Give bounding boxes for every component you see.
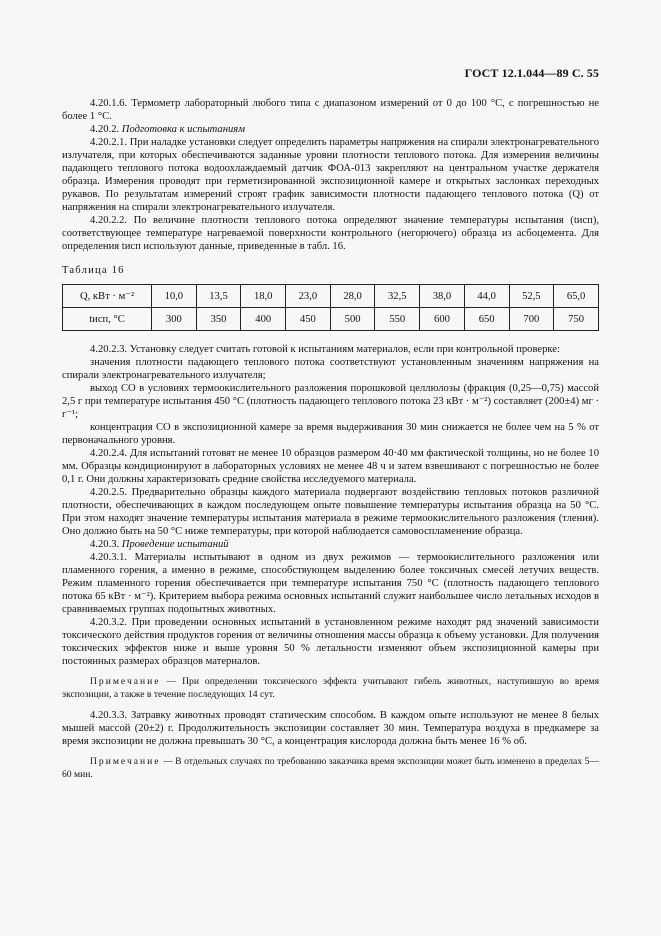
table-row-q xyxy=(63,285,599,308)
section-number: 4.20.3. xyxy=(90,539,120,550)
page-header: ГОСТ 12.1.044—89 С. 55 xyxy=(464,66,599,80)
table-cell: 32,5 xyxy=(375,285,420,308)
paragraph-condition-2: выход СО в условиях термоокислительного разложения порошковой целлюлозы (фракция (0,25—0,75) массой 2,5 г при температуре испытания 450 °С (плотность падающего теплового потока 23 кВт · м⁻²) составляет (200±4) мг · г⁻¹; xyxy=(62,383,599,420)
table-cell: 13,5 xyxy=(196,285,241,308)
note-1 xyxy=(62,676,599,701)
paragraph-4-20-2-3: 4.20.2.3. Установку следует считать готовой к испытаниям материалов, если при контрольной проверке: xyxy=(90,344,560,355)
table-cell: 550 xyxy=(375,308,420,331)
table-cell: 10,0 xyxy=(152,285,197,308)
table-cell: 400 xyxy=(241,308,286,331)
table-row-label: Q, кВт · м⁻² xyxy=(63,285,152,308)
table-row-t xyxy=(63,308,599,331)
table-cell: 450 xyxy=(286,308,331,331)
document-body xyxy=(62,97,599,781)
section-title: Подготовка к испытаниям xyxy=(121,124,245,135)
section-number: 4.20.2. xyxy=(90,124,120,135)
note-text: — В отдельных случаях по требованию заказчика время экспозиции может быть изменено в пределах 5—60 мин. xyxy=(62,756,599,780)
section-heading-4-20-3 xyxy=(62,538,599,551)
table-cell: 500 xyxy=(330,308,375,331)
table-cell: 750 xyxy=(554,308,599,331)
table-cell: 600 xyxy=(420,308,465,331)
paragraph-4-20-2-2: 4.20.2.2. По величине плотности теплового потока определяют значение температуры испытания (tисп), соответствующее температуре нагреваемой поверхности контрольного (негорючего) образца из асбоцемента. Для определения tисп используют данные, приведенные в табл. 16. xyxy=(62,215,599,252)
table-cell: 38,0 xyxy=(420,285,465,308)
table-cell: 44,0 xyxy=(464,285,509,308)
paragraph-4-20-2-5: 4.20.2.5. Предварительно образцы каждого материала подвергают воздействию тепловых потоков различной плотности, обеспечивающих в каждом последующем опыте повышение температуры испытания образца на 50 °С. При этом находят значение температуры испытания материала в режиме термоокислительного разложения (тления). Оно должно быть на 50 °С ниже температуры, при которой наблюдается самовоспламенение образца. xyxy=(62,487,599,537)
table-row-label: tисп, °С xyxy=(63,308,152,331)
paragraph-4-20-3-1: 4.20.3.1. Материалы испытывают в одном из двух режимов — термоокислительного разложения или пламенного горения, а именно в режиме, способствующем выделению более токсичных смесей летучих веществ. Режим пламенного горения обеспечивается при температуре испытания 750 °С (плотность падающего теплового потока 65 кВт · м⁻²). Критерием выбора режима основных испытаний служит наибольшее число летальных исходов в сравниваемых группах подопытных животных. xyxy=(62,552,599,615)
paragraph-4-20-3-2: 4.20.3.2. При проведении основных испытаний в установленном режиме находят ряд значений зависимости токсического действия продуктов горения от величины отношения массы образца к объему установки. Для получения токсических эффектов ниже и выше уровня 50 % летальности изменяют объем экспозиционной камеры при постоянных размерах образцов материалов. xyxy=(62,617,599,667)
table-cell: 23,0 xyxy=(286,285,331,308)
note-label: Примечание xyxy=(90,756,161,767)
note-label: Примечание xyxy=(90,676,161,687)
table-16 xyxy=(62,284,599,331)
table-cell: 18,0 xyxy=(241,285,286,308)
paragraph-condition-3: концентрация СО в экспозиционной камере за время выдерживания 30 мин снижается не более чем на 5 % от первоначального уровня. xyxy=(62,422,599,446)
table-cell: 300 xyxy=(152,308,197,331)
section-title: Проведение испытаний xyxy=(121,539,229,550)
paragraph-4-20-2-4: 4.20.2.4. Для испытаний готовят не менее 10 образцов размером 40·40 мм фактической толщины, но не более 10 мм. Образцы кондиционируют в лабораторных условиях не менее 48 ч и затем взвешивают с погрешностью не более 0,1 г. Они должны характеризовать средние свойства исследуемого материала. xyxy=(62,448,599,485)
paragraph-condition-1: значения плотности падающего теплового потока соответствуют установленным значениям напряжения на спирали электронагревательного излучателя; xyxy=(62,357,599,381)
table-cell: 65,0 xyxy=(554,285,599,308)
paragraph-4-20-2-1: 4.20.2.1. При наладке установки следует определить параметры напряжения на спирали электронагревательного излучателя, при которых обеспечиваются заданные уровни плотности теплового потока. Для измерения величины падающего теплового потока водоохлаждаемый датчик ФОА-013 закрепляют на центральном участке держателя образца. Измерения проводят при герметизированной экспозиционной камере и открытых заслонках переходных рукавов. По результатам измерений строят график зависимости плотности падающего теплового потока (Q) от напряжения на спирали электронагревательного излучателя. xyxy=(62,137,599,213)
table-cell: 700 xyxy=(509,308,554,331)
note-text: — При определении токсического эффекта учитывают гибель животных, наступившую во время экспозиции, а также в течение последующих 14 сут. xyxy=(62,676,599,700)
paragraph-4-20-1-6: 4.20.1.6. Термометр лабораторный любого типа с диапазоном измерений от 0 до 100 °С, с погрешностью не более 1 °С. xyxy=(62,98,599,122)
table-cell: 28,0 xyxy=(330,285,375,308)
table-cell: 52,5 xyxy=(509,285,554,308)
paragraph-4-20-3-3: 4.20.3.3. Затравку животных проводят статическим способом. В каждом опыте используют не менее 8 белых мышей массой (20±2) г. Продолжительность экспозиции составляет 30 мин. Температура воздуха в предкамере за время экспозиции не должна превышать 30 °С, а концентрация кислорода должна быть менее 16 % об. xyxy=(62,710,599,747)
note-2 xyxy=(62,756,599,781)
table-cell: 350 xyxy=(196,308,241,331)
table-caption: Таблица 16 xyxy=(62,265,125,276)
section-heading-4-20-2 xyxy=(62,123,599,136)
table-cell: 650 xyxy=(464,308,509,331)
